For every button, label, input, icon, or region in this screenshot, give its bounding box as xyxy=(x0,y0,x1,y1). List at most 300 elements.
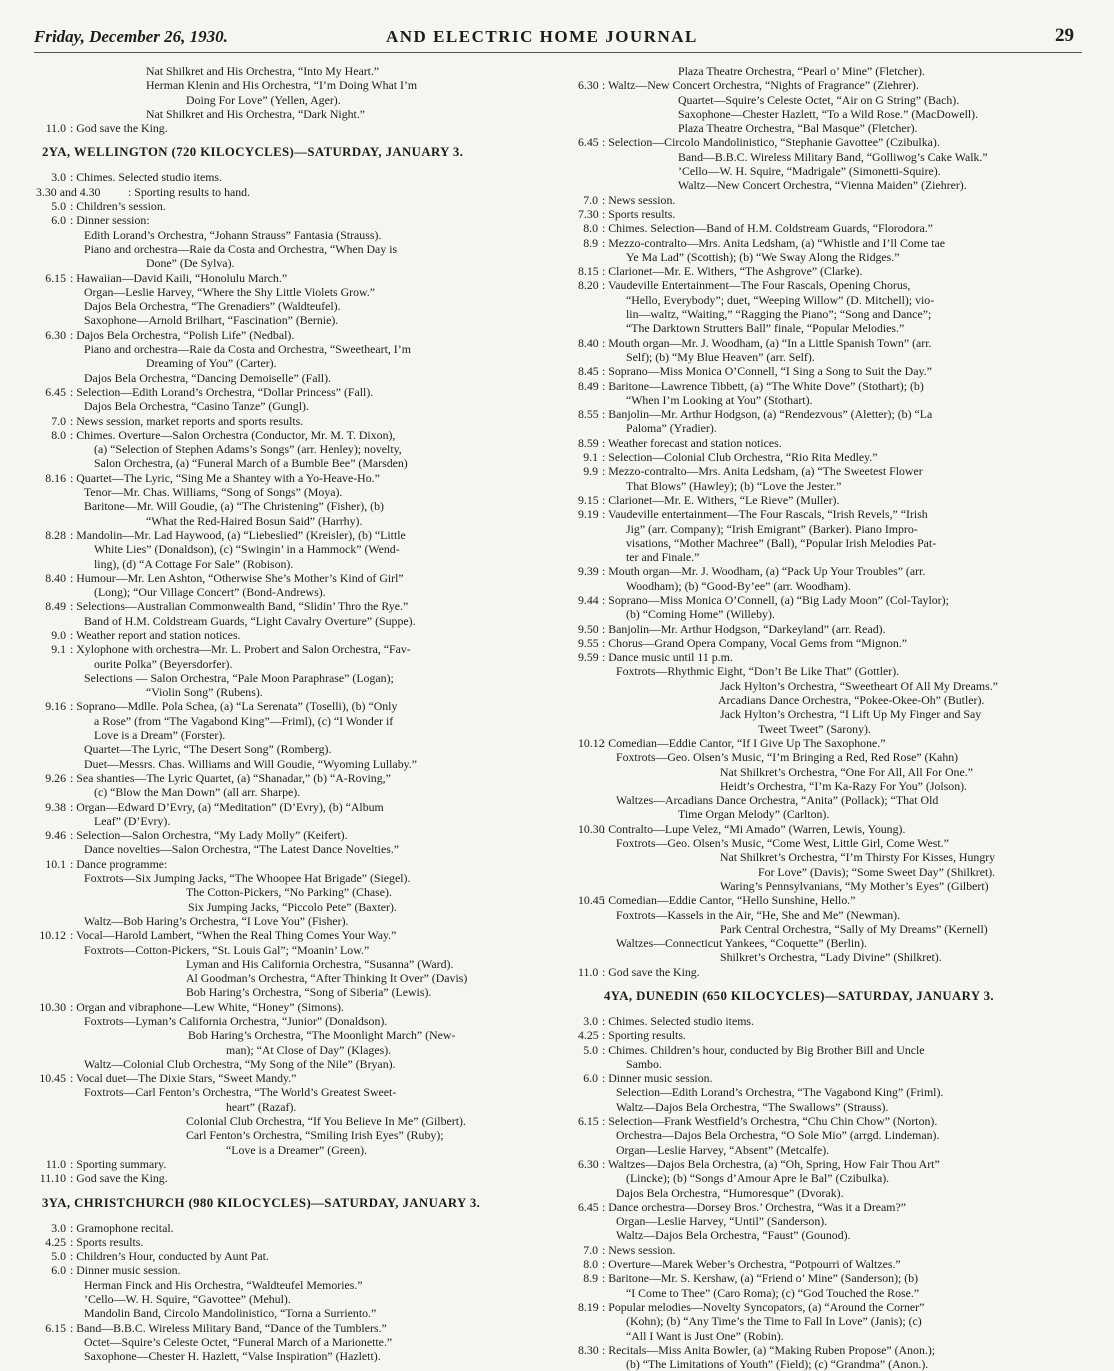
programme-text: : Dajos Bela Orchestra, “Polish Life” (Nedbal). xyxy=(70,327,295,342)
time-label: 3.0 xyxy=(51,1220,66,1235)
programme-line xyxy=(36,928,543,942)
programme-text: Piano and orchestra—Raie da Costa and Orchestra, “Sweetheart, I’m xyxy=(84,342,411,357)
programme-text: Plaza Theatre Orchestra, “Pearl o’ Mine” (Fletcher). xyxy=(678,64,925,78)
time-label: 6.30 xyxy=(45,327,66,342)
programme-line xyxy=(578,264,1090,278)
time-label: 9.44 xyxy=(578,592,599,607)
programme-text: : Selection—Salon Orchestra, “My Lady Molly” (Keifert). xyxy=(70,828,348,843)
time-label: 6.0 xyxy=(51,1263,66,1278)
programme-text: Herman Klenin and His Orchestra, “I’m Doing What I’m xyxy=(146,78,418,93)
programme-line xyxy=(578,1228,1090,1242)
programme-text: : God save the King. xyxy=(70,121,168,136)
programme-text: : News session, market reports and sports results. xyxy=(70,413,304,428)
time-label: 7.0 xyxy=(583,1242,598,1257)
time-label: 9.59 xyxy=(578,650,599,665)
programme-line xyxy=(36,657,543,671)
programme-line xyxy=(578,1071,1090,1085)
programme-text: Doing For Love” (Yellen, Ager). xyxy=(186,92,341,107)
programme-text: : Mandolin—Mr. Lad Haywood, (a) “Liebeslied” (Kreisler), (b) “Little xyxy=(70,527,406,542)
programme-line xyxy=(36,499,543,513)
time-label: 9.39 xyxy=(578,564,599,579)
programme-text: Band—B.B.C. Wireless Military Band, “Golliwog’s Cake Walk.” xyxy=(678,149,988,164)
time-label: 8.55 xyxy=(578,407,599,422)
programme-line xyxy=(36,957,543,971)
programme-text: Waltzes—Connecticut Yankees, “Coquette” (Berlin). xyxy=(616,936,867,951)
programme-line xyxy=(36,471,543,485)
programme-text: : Chimes. Selected studio items. xyxy=(602,1014,754,1028)
programme-text: visations, “Mother Machree” (Ball), “Popular Irish Melodies Pat- xyxy=(626,535,937,550)
time-label: 9.26 xyxy=(45,770,66,785)
time-label: 8.59 xyxy=(578,435,599,450)
time-label: 9.50 xyxy=(578,621,599,636)
programme-text: : Xylophone with orchestra—Mr. L. Probert and Salon Orchestra, “Fav- xyxy=(70,642,411,657)
programme-line xyxy=(578,908,1090,922)
programme-text: : Chorus—Grand Opera Company, Vocal Gems from “Mignon.” xyxy=(602,635,908,650)
programme-text: Dajos Bela Orchestra, “Casino Tanze” (Gungl). xyxy=(84,399,309,414)
left-column xyxy=(36,64,543,1364)
programme-line xyxy=(36,671,543,685)
programme-line xyxy=(36,800,543,814)
programme-text: White Lies” (Donaldson), (c) “Swingin’ in a Hammock” (Wend- xyxy=(94,542,400,557)
programme-text: : Gramophone recital. xyxy=(70,1220,174,1235)
programme-text: (b) “The Limitations of Youth” (Field); (c) “Grandma” (Anon.). xyxy=(626,1357,929,1371)
programme-line xyxy=(578,765,1090,779)
programme-text: Salon Orchestra, (a) “Funeral March of a Bumble Bee” (Marsden) xyxy=(94,456,408,471)
programme-line xyxy=(578,950,1090,964)
programme-line xyxy=(36,985,543,999)
programme-line xyxy=(36,371,543,385)
programme-text: Selection—Edith Lorand’s Orchestra, “The Vagabond King” (Friml). xyxy=(616,1085,944,1100)
programme-line xyxy=(36,399,543,413)
time-label: 8.49 xyxy=(578,378,599,393)
programme-text: Jack Hylton’s Orchestra, “Sweetheart Of All My Dreams.” xyxy=(720,678,998,693)
programme-line xyxy=(36,256,543,270)
programme-line xyxy=(578,1314,1090,1328)
programme-line xyxy=(578,250,1090,264)
time-label: 6.15 xyxy=(45,1320,66,1335)
programme-line xyxy=(578,164,1090,178)
programme-line xyxy=(578,707,1090,721)
programme-text: Waltz—Dajos Bela Orchestra, “Faust” (Gounod). xyxy=(616,1228,851,1243)
programme-text: : Selection—Frank Westfield’s Orchestra, “Chu Chin Chow” (Norton). xyxy=(602,1114,938,1129)
time-label: 9.19 xyxy=(578,507,599,522)
programme-text: Nat Shilkret and His Orchestra, “Dark Night.” xyxy=(146,106,366,121)
programme-line xyxy=(578,393,1090,407)
programme-line xyxy=(578,1114,1090,1128)
time-label: 8.0 xyxy=(583,221,598,236)
header-rule xyxy=(34,52,1082,53)
programme-line xyxy=(578,807,1090,821)
programme-line xyxy=(578,464,1090,478)
programme-line xyxy=(36,1085,543,1099)
programme-text: Self); (b) “My Blue Heaven” (arr. Self). xyxy=(626,349,815,364)
programme-text: That Blows” (Hawley); (b) “Love the Jester.” xyxy=(626,478,842,493)
programme-text: ’Cello—W. H. Squire, “Gavottee” (Mehul). xyxy=(84,1292,291,1307)
time-label: 8.40 xyxy=(45,570,66,585)
programme-line xyxy=(36,614,543,628)
programme-text: : Sporting summary. xyxy=(70,1156,167,1171)
programme-line xyxy=(36,328,543,342)
programme-line xyxy=(578,321,1090,335)
programme-text: Foxtrots—Lyman’s California Orchestra, “Junior” (Donaldson). xyxy=(84,1014,388,1028)
programme-line xyxy=(36,456,543,470)
programme-line xyxy=(36,313,543,327)
programme-text: : Dance orchestra—Dorsey Bros.’ Orchestra, “Was it a Dream?” xyxy=(602,1199,906,1214)
programme-line xyxy=(578,1329,1090,1343)
programme-line xyxy=(36,1157,543,1171)
programme-text: man); “At Close of Day” (Klages). xyxy=(226,1042,392,1057)
programme-line xyxy=(578,1243,1090,1257)
programme-line xyxy=(36,514,543,528)
programme-text: “The Darktown Strutters Ball” finale, “Popular Melodies.” xyxy=(626,321,905,336)
programme-line xyxy=(36,1278,543,1292)
programme-line xyxy=(578,64,1090,78)
programme-line xyxy=(578,193,1090,207)
programme-text: : Banjolin—Mr. Arthur Hodgson, “Darkeyland” (arr. Read). xyxy=(602,621,886,636)
time-label: 3.0 xyxy=(51,170,66,185)
programme-line xyxy=(578,836,1090,850)
programme-line xyxy=(578,522,1090,536)
time-label: 8.28 xyxy=(45,527,66,542)
programme-line xyxy=(578,636,1090,650)
programme-text: “What the Red-Haired Bosun Said” (Harrhy). xyxy=(146,513,363,528)
time-label: 6.0 xyxy=(583,1071,598,1086)
programme-line xyxy=(578,564,1090,578)
programme-text: Band of H.M. Coldstream Guards, “Light Cavalry Overture” (Suppe). xyxy=(84,613,416,628)
programme-text: : Chimes. Selected studio items. xyxy=(70,170,222,185)
programme-text: : Weather report and station notices. xyxy=(70,627,241,642)
programme-text: (a) “Selection of Stephen Adams’s Songs” (arr. Henley); novelty, xyxy=(94,442,402,457)
programme-line xyxy=(578,622,1090,636)
programme-line xyxy=(578,1286,1090,1300)
programme-line xyxy=(36,585,543,599)
programme-text: “Violin Song” (Rubens). xyxy=(146,685,263,700)
programme-text: Time Organ Melody” (Carlton). xyxy=(678,807,830,822)
programme-line xyxy=(36,78,543,92)
programme-text: Jig” (arr. Company); “Irish Emigrant” (Barker). Piano Impro- xyxy=(626,521,918,536)
time-label: 6.45 xyxy=(45,384,66,399)
time-label: 10.12 xyxy=(578,735,605,750)
programme-line xyxy=(578,479,1090,493)
station-heading: 2YA, WELLINGTON (720 KILOCYCLES)—SATURDAY, JANUARY 3. xyxy=(42,145,464,160)
programme-text: “I Come to Thee” (Caro Roma); (c) “God Touched the Rose.” xyxy=(626,1285,920,1300)
journal-title: AND ELECTRIC HOME JOURNAL xyxy=(386,27,698,46)
programme-line xyxy=(578,1085,1090,1099)
programme-text: “Love is a Dreamer” (Green). xyxy=(226,1142,368,1157)
programme-line xyxy=(36,628,543,642)
programme-line xyxy=(578,78,1090,92)
programme-text: : Chimes. Overture—Salon Orchestra (Conductor, Mr. M. T. Dixon), xyxy=(70,427,396,442)
programme-text: Piano and orchestra—Raie da Costa and Orchestra, “When Day is xyxy=(84,241,398,256)
programme-text: : Banjolin—Mr. Arthur Hodgson, (a) “Rendezvous” (Aletter); (b) “La xyxy=(602,407,933,422)
programme-text: : Mezzo-contralto—Mrs. Anita Ledsham, (a) “The Sweetest Flower xyxy=(602,464,923,479)
time-label: 6.45 xyxy=(578,135,599,150)
programme-text: Baritone—Mr. Will Goudie, (a) “The Christening” (Fisher), (b) xyxy=(84,499,384,514)
programme-text: Selections — Salon Orchestra, “Pale Moon Paraphrase” (Logan); xyxy=(84,670,394,685)
programme-text: Dajos Bela Orchestra, “Dancing Demoiselle” (Fall). xyxy=(84,370,331,385)
programme-text: ourite Polka” (Beyersdorfer). xyxy=(94,656,233,671)
programme-line xyxy=(36,1221,543,1235)
programme-line xyxy=(36,428,543,442)
programme-line xyxy=(578,1100,1090,1114)
programme-text: (Lincke); (b) “Songs d’Amour Apre le Bal” (Czibulka). xyxy=(626,1171,890,1186)
programme-text: : News session. xyxy=(602,1242,676,1257)
programme-text: The Cotton-Pickers, “No Parking” (Chase). xyxy=(186,885,392,900)
programme-line xyxy=(578,536,1090,550)
programme-line xyxy=(36,170,543,184)
programme-text: : Selection—Edith Lorand’s Orchestra, “Dollar Princess” (Fall). xyxy=(70,384,374,399)
programme-text: (Kohn); (b) “Any Time’s the Time to Fall In Love” (Janis); (c) xyxy=(626,1314,922,1329)
programme-text: “When I’m Looking at You” (Stothart). xyxy=(626,392,813,407)
programme-line xyxy=(36,1128,543,1142)
programme-text: Nat Shilkret’s Orchestra, “One For All, All For One.” xyxy=(720,764,973,779)
programme-text: Al Goodman’s Orchestra, “After Thinking It Over” (Davis) xyxy=(186,971,468,986)
programme-text: : Dinner music session. xyxy=(70,1263,181,1278)
time-label: 9.1 xyxy=(51,642,66,657)
programme-line xyxy=(578,1343,1090,1357)
programme-text: Foxtrots—Cotton-Pickers, “St. Louis Gal”; “Moanin’ Low.” xyxy=(84,942,370,957)
time-label: 9.1 xyxy=(583,450,598,465)
programme-text: Foxtrots—Geo. Olsen’s Music, “Come West, Little Girl, Come West.” xyxy=(616,836,949,851)
programme-line xyxy=(36,64,543,78)
programme-text: ’Cello—W. H. Squire, “Madrigale” (Simonetti-Squire). xyxy=(678,164,941,179)
programme-line xyxy=(578,107,1090,121)
programme-line xyxy=(36,107,543,121)
programme-line xyxy=(578,607,1090,621)
programme-text: Love is a Dream” (Forster). xyxy=(94,728,226,743)
programme-line xyxy=(578,493,1090,507)
programme-text: Foxtrots—Rhythmic Eight, “Don’t Be Like That” (Gottler). xyxy=(616,664,900,679)
programme-text: Leaf” (D’Evry). xyxy=(94,813,171,828)
time-label: 9.55 xyxy=(578,635,599,650)
programme-text: : Waltz—New Concert Orchestra, “Nights of Fragrance” (Ziehrer). xyxy=(602,78,919,93)
programme-line xyxy=(578,1143,1090,1157)
time-label: 8.45 xyxy=(578,364,599,379)
time-label: 5.0 xyxy=(583,1042,598,1057)
programme-line xyxy=(578,1128,1090,1142)
programme-text: For Love” (Davis); “Some Sweet Day” (Shilkret). xyxy=(758,864,996,879)
programme-line xyxy=(36,557,543,571)
programme-text: : Dance programme: xyxy=(70,856,168,871)
programme-text: : Sporting results. xyxy=(602,1028,686,1043)
time-label: 8.49 xyxy=(45,599,66,614)
programme-text: Dajos Bela Orchestra, “The Grenadiers” (Waldteufel). xyxy=(84,299,341,314)
programme-text: : Mouth organ—Mr. J. Woodham, (a) “Pack Up Your Troubles” (arr. xyxy=(602,564,926,579)
time-label: 8.20 xyxy=(578,278,599,293)
programme-line xyxy=(36,728,543,742)
programme-line xyxy=(578,507,1090,521)
programme-text: : Children’s Hour, conducted by Aunt Pat. xyxy=(70,1249,269,1264)
programme-text: Nat Shilkret and His Orchestra, “Into My Heart.” xyxy=(146,64,380,78)
programme-text: Foxtrots—Six Jumping Jacks, “The Whoopee Hat Brigade” (Siegel). xyxy=(84,871,411,886)
programme-text: Park Central Orchestra, “Sally of My Dreams” (Kernell) xyxy=(720,921,988,936)
programme-line xyxy=(578,922,1090,936)
programme-line xyxy=(578,1043,1090,1057)
programme-line xyxy=(36,642,543,656)
programme-line xyxy=(578,350,1090,364)
programme-text: Orchestra—Dajos Bela Orchestra, “O Sole Mio” (arrgd. Lindeman). xyxy=(616,1128,940,1143)
programme-line xyxy=(578,1014,1090,1028)
programme-text: Jack Hylton’s Orchestra, “I Lift Up My Finger and Say xyxy=(720,707,982,722)
programme-line xyxy=(578,1057,1090,1071)
page-number: 29 xyxy=(1055,25,1074,46)
time-label: 9.15 xyxy=(578,492,599,507)
programme-text: Saxophone—Arnold Brilhart, “Fascination” (Bernie). xyxy=(84,313,339,328)
programme-text: “Hello, Everybody”; duet, “Weeping Willow” (D. Mitchell); vio- xyxy=(626,292,935,307)
programme-text: : Overture—Marek Weber’s Orchestra, “Potpourri of Waltzes.” xyxy=(602,1257,901,1272)
programme-text: Carl Fenton’s Orchestra, “Smiling Irish Eyes” (Ruby); xyxy=(186,1128,444,1143)
programme-line xyxy=(36,414,543,428)
programme-text: Sambo. xyxy=(626,1056,662,1071)
time-label: 5.0 xyxy=(51,199,66,214)
programme-text: Foxtrots—Carl Fenton’s Orchestra, “The World’s Greatest Sweet- xyxy=(84,1085,397,1100)
programme-text: : Hawaiian—David Kaili, “Honolulu March.” xyxy=(70,270,288,285)
programme-line xyxy=(36,871,543,885)
programme-text: : Band—B.B.C. Wireless Military Band, “Dance of the Tumblers.” xyxy=(70,1320,387,1335)
programme-line xyxy=(36,199,543,213)
programme-text: : Chimes. Selection—Band of H.M. Coldstream Guards, “Florodora.” xyxy=(602,221,933,236)
time-label: 4.25 xyxy=(45,1234,66,1249)
time-label: 6.45 xyxy=(578,1199,599,1214)
programme-text: Bob Haring’s Orchestra, “The Moonlight March” (New- xyxy=(188,1028,456,1043)
programme-text: Organ—Leslie Harvey, “Absent” (Metcalfe). xyxy=(616,1142,830,1157)
programme-text: : Weather forecast and station notices. xyxy=(602,435,782,450)
programme-line xyxy=(36,599,543,613)
programme-line xyxy=(36,356,543,370)
programme-text: : Selection—Colonial Club Orchestra, “Rio Rita Medley.” xyxy=(602,450,878,465)
programme-text: Quartet—The Lyric, “The Desert Song” (Romberg). xyxy=(84,742,332,757)
programme-text: : Contralto—Lupe Velez, “Mi Amado” (Warren, Lewis, Young). xyxy=(602,821,906,836)
programme-text: : Soprano—Miss Monica O’Connell, “I Sing a Song to Suit the Day.” xyxy=(602,364,932,379)
programme-line xyxy=(36,121,543,135)
programme-line xyxy=(36,771,543,785)
programme-text: lin—waltz, “Waiting,” “Ragging the Piano”; “Song and Dance”; xyxy=(626,307,932,322)
programme-text: : Soprano—Miss Monica O’Connell, (a) “Big Lady Moon” (Col-Taylor); xyxy=(602,592,949,607)
programme-line xyxy=(36,742,543,756)
programme-line xyxy=(578,364,1090,378)
programme-text: : God save the King. xyxy=(602,964,700,979)
programme-text: Organ—Leslie Harvey, “Where the Shy Little Violets Grow.” xyxy=(84,284,376,299)
programme-line xyxy=(36,228,543,242)
programme-text: : Organ—Edward D’Evry, (a) “Meditation” (D’Evry), (b) “Album xyxy=(70,799,384,814)
programme-line xyxy=(578,650,1090,664)
programme-text: : Waltzes—Dajos Bela Orchestra, (a) “Oh, Spring, How Fair Thou Art” xyxy=(602,1156,940,1171)
programme-text: : God save the King. xyxy=(70,1171,168,1186)
time-label: 11.0 xyxy=(578,964,599,979)
programme-line xyxy=(578,736,1090,750)
programme-text: : Dance music until 11 p.m. xyxy=(602,650,733,665)
programme-text: Heidt’s Orchestra, “I’m Ka-Razy For You” (Jolson). xyxy=(720,778,968,793)
programme-line xyxy=(578,1186,1090,1200)
programme-line xyxy=(578,850,1090,864)
programme-line xyxy=(578,236,1090,250)
programme-line xyxy=(578,1214,1090,1228)
programme-text: : Humour—Mr. Len Ashton, “Otherwise She’s Mother’s Kind of Girl” xyxy=(70,570,404,585)
programme-text: Ye Ma Lad” (Scottish); (b) “We Sway Along the Ridges.” xyxy=(626,249,900,264)
programme-line xyxy=(578,879,1090,893)
programme-text: : Baritone—Lawrence Tibbett, (a) “The White Dove” (Stothart); (b) xyxy=(602,378,924,393)
programme-text: : Quartet—The Lyric, “Sing Me a Shantey with a Yo-Heave-Ho.” xyxy=(70,470,380,485)
time-label: 9.38 xyxy=(45,799,66,814)
time-label: 11.10 xyxy=(39,1171,66,1186)
programme-text: Foxtrots—Kassels in the Air, “He, She and Me” (Newman). xyxy=(616,907,901,922)
programme-text: : Selection—Circolo Mandolinistico, “Stephanie Gavottee” (Czibulka). xyxy=(602,135,940,150)
time-label: 7.0 xyxy=(583,192,598,207)
programme-text: Bob Haring’s Orchestra, “Song of Siberia” (Lewis). xyxy=(186,985,432,1000)
programme-text: Done” (De Sylva). xyxy=(146,256,235,271)
programme-text: Lyman and His California Orchestra, “Susanna” (Ward). xyxy=(186,956,454,971)
programme-text: Waltz—Dajos Bela Orchestra, “The Swallows” (Strauss). xyxy=(616,1099,889,1114)
programme-text: Tweet Tweet” (Sarony). xyxy=(758,721,871,736)
issue-date: Friday, December 26, 1930. xyxy=(34,27,228,46)
time-label: 3.0 xyxy=(583,1014,598,1028)
programme-line xyxy=(578,450,1090,464)
programme-text: : Comedian—Eddie Cantor, “If I Give Up The Saxophone.” xyxy=(602,735,886,750)
programme-text: “All I Want is Just One” (Robin). xyxy=(626,1328,784,1343)
programme-text: Edith Lorand’s Orchestra, “Johann Strauss” Fantasia (Strauss). xyxy=(84,227,382,242)
programme-line xyxy=(36,442,543,456)
programme-line xyxy=(578,436,1090,450)
programme-line xyxy=(36,1100,543,1114)
programme-line xyxy=(36,914,543,928)
programme-text: Saxophone—Chester H. Hazlett, “Valse Inspiration” (Hazlett). xyxy=(84,1349,381,1364)
programme-text: : Clarionet—Mr. E. Withers, “Le Rieve” (Muller). xyxy=(602,492,840,507)
programme-text: : Sports results. xyxy=(602,206,676,221)
programme-text: : Selections—Australian Commonwealth Band, “Slidin’ Thro the Rye.” xyxy=(70,599,409,614)
programme-line xyxy=(36,1349,543,1363)
programme-line xyxy=(578,135,1090,149)
programme-line xyxy=(578,207,1090,221)
programme-text: Quartet—Squire’s Celeste Octet, “Air on G String” (Bach). xyxy=(678,92,960,107)
programme-line xyxy=(36,857,543,871)
programme-line xyxy=(36,943,543,957)
programme-line xyxy=(578,579,1090,593)
time-label: 8.0 xyxy=(583,1257,598,1272)
programme-text: Dajos Bela Orchestra, “Humoresque” (Dvorak). xyxy=(616,1185,844,1200)
programme-line xyxy=(578,550,1090,564)
time-label: 10.30 xyxy=(39,999,66,1014)
time-label: 10.1 xyxy=(45,856,66,871)
programme-line xyxy=(578,1300,1090,1314)
programme-text: Saxophone—Chester Hazlett, “To a Wild Rose.” (MacDowell). xyxy=(678,106,979,121)
programme-line xyxy=(36,1321,543,1335)
programme-line xyxy=(36,385,543,399)
programme-text: Waltz—Bob Haring’s Orchestra, “I Love You” (Fisher). xyxy=(84,913,349,928)
programme-line xyxy=(36,542,543,556)
programme-line xyxy=(36,342,543,356)
programme-line xyxy=(36,271,543,285)
time-label: 10.30 xyxy=(578,821,605,836)
time-label: 10.12 xyxy=(39,928,66,943)
programme-text: a Rose” (from “The Vagabond King”—Friml), (c) “I Wonder if xyxy=(94,713,394,728)
programme-line xyxy=(36,1292,543,1306)
programme-text: : Dinner music session. xyxy=(602,1071,713,1086)
programme-text: Paloma” (Yradier). xyxy=(626,421,717,436)
time-label: 11.0 xyxy=(45,1156,66,1171)
programme-text: : Organ and vibraphone—Lew White, “Honey” (Simons). xyxy=(70,999,344,1014)
programme-line xyxy=(578,1157,1090,1171)
programme-text: (b) “Coming Home” (Willeby). xyxy=(626,607,775,622)
programme-text: : Soprano—Mdlle. Pola Schea, (a) “La Serenata” (Toselli), (b) “Only xyxy=(70,699,398,714)
programme-line xyxy=(578,693,1090,707)
time-label: 8.9 xyxy=(583,235,598,250)
page-header xyxy=(34,27,1074,53)
time-label: 9.16 xyxy=(45,699,66,714)
programme-text: Dance novelties—Salon Orchestra, “The Latest Dance Novelties.” xyxy=(84,842,400,857)
programme-line xyxy=(36,1000,543,1014)
time-label: 8.30 xyxy=(578,1342,599,1357)
time-label: 8.19 xyxy=(578,1299,599,1314)
